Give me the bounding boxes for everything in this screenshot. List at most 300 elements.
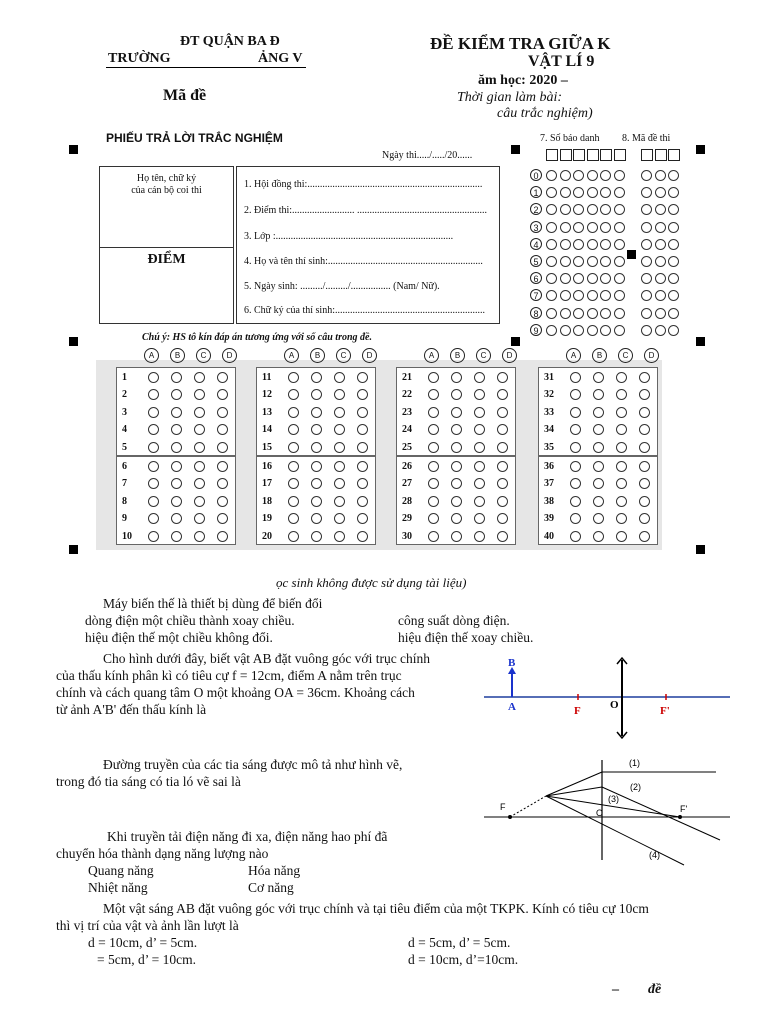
answer-bubble[interactable] bbox=[497, 496, 508, 507]
answer-bubble[interactable] bbox=[593, 372, 604, 383]
question-number: 6 bbox=[122, 461, 127, 472]
candidate-number-bubble[interactable] bbox=[560, 187, 571, 198]
exam-code-bubble[interactable] bbox=[641, 256, 652, 267]
answer-bubble[interactable] bbox=[217, 531, 228, 542]
candidate-number-bubble[interactable] bbox=[546, 290, 557, 301]
candidate-number-bubble[interactable] bbox=[600, 222, 611, 233]
answer-bubble[interactable] bbox=[311, 461, 322, 472]
answer-bubble[interactable] bbox=[334, 407, 345, 418]
school-suffix: ẢNG V bbox=[258, 51, 303, 66]
answer-row bbox=[396, 510, 520, 527]
candidate-number-bubble[interactable] bbox=[573, 239, 584, 250]
answer-bubble[interactable] bbox=[217, 478, 228, 489]
answer-bubble[interactable] bbox=[428, 531, 439, 542]
exam-code-bubble[interactable] bbox=[641, 273, 652, 284]
answer-bubble[interactable] bbox=[616, 407, 627, 418]
answer-bubble[interactable] bbox=[311, 389, 322, 400]
answer-bubble[interactable] bbox=[171, 442, 182, 453]
answer-bubble[interactable] bbox=[334, 389, 345, 400]
answer-bubble[interactable] bbox=[593, 513, 604, 524]
answer-bubble[interactable] bbox=[171, 389, 182, 400]
answer-bubble[interactable] bbox=[428, 407, 439, 418]
answer-bubble[interactable] bbox=[451, 424, 462, 435]
answer-bubble[interactable] bbox=[497, 372, 508, 383]
answer-bubble[interactable] bbox=[148, 478, 159, 489]
answer-bubble[interactable] bbox=[639, 372, 650, 383]
candidate-number-box[interactable] bbox=[546, 149, 558, 161]
candidate-number-bubble[interactable] bbox=[560, 290, 571, 301]
answer-bubble[interactable] bbox=[194, 442, 205, 453]
answer-bubble[interactable] bbox=[311, 531, 322, 542]
exam-code-bubble[interactable] bbox=[668, 308, 679, 319]
candidate-number-bubble[interactable] bbox=[587, 256, 598, 267]
answer-bubble[interactable] bbox=[428, 442, 439, 453]
answer-bubble[interactable] bbox=[474, 496, 485, 507]
exam-code-bubble[interactable] bbox=[655, 187, 666, 198]
answer-bubble[interactable] bbox=[217, 513, 228, 524]
answer-bubble[interactable] bbox=[570, 478, 581, 489]
answer-bubble[interactable] bbox=[194, 372, 205, 383]
exam-code-bubble[interactable] bbox=[668, 256, 679, 267]
answer-bubble[interactable] bbox=[451, 372, 462, 383]
answer-bubble[interactable] bbox=[288, 461, 299, 472]
exam-code-bubble[interactable] bbox=[641, 187, 652, 198]
answer-bubble[interactable] bbox=[474, 531, 485, 542]
answer-bubble[interactable] bbox=[194, 478, 205, 489]
school-year: ăm học: 2020 – bbox=[478, 73, 568, 88]
answer-bubble[interactable] bbox=[171, 407, 182, 418]
q4-option-a: Quang năng bbox=[88, 863, 154, 878]
answer-bubble[interactable] bbox=[616, 389, 627, 400]
candidate-number-box[interactable] bbox=[573, 149, 585, 161]
option-header-row bbox=[424, 348, 528, 363]
answer-bubble[interactable] bbox=[474, 424, 485, 435]
answer-bubble[interactable] bbox=[148, 442, 159, 453]
digit-label: 0 bbox=[530, 169, 542, 181]
candidate-number-bubble[interactable] bbox=[560, 256, 571, 267]
candidate-number-bubble[interactable] bbox=[614, 308, 625, 319]
question-number: 11 bbox=[262, 372, 272, 383]
candidate-number-bubble[interactable] bbox=[614, 239, 625, 250]
candidate-number-bubble[interactable] bbox=[600, 325, 611, 336]
candidate-number-bubble[interactable] bbox=[614, 273, 625, 284]
answer-bubble[interactable] bbox=[288, 531, 299, 542]
candidate-number-bubble[interactable] bbox=[614, 187, 625, 198]
answer-bubble[interactable] bbox=[474, 442, 485, 453]
answer-bubble[interactable] bbox=[428, 461, 439, 472]
answer-bubble[interactable] bbox=[357, 407, 368, 418]
answer-bubble[interactable] bbox=[428, 389, 439, 400]
answer-bubble[interactable] bbox=[171, 513, 182, 524]
answer-bubble[interactable] bbox=[616, 478, 627, 489]
answer-bubble[interactable] bbox=[334, 442, 345, 453]
exam-code-bubble[interactable] bbox=[641, 239, 652, 250]
answer-bubble[interactable] bbox=[474, 478, 485, 489]
digit-label: 9 bbox=[530, 324, 542, 336]
candidate-number-bubble[interactable] bbox=[546, 256, 557, 267]
answer-bubble[interactable] bbox=[497, 424, 508, 435]
answer-bubble[interactable] bbox=[311, 496, 322, 507]
question-number: 3 bbox=[122, 406, 127, 418]
exam-code-bubble[interactable] bbox=[641, 170, 652, 181]
answer-bubble[interactable] bbox=[311, 513, 322, 524]
answer-bubble[interactable] bbox=[334, 461, 345, 472]
answer-bubble[interactable] bbox=[194, 496, 205, 507]
answer-bubble[interactable] bbox=[593, 496, 604, 507]
exam-code-bubble[interactable] bbox=[668, 239, 679, 250]
answer-row bbox=[116, 386, 240, 403]
candidate-number-box[interactable] bbox=[560, 149, 572, 161]
answer-bubble[interactable] bbox=[639, 389, 650, 400]
corner-marker bbox=[69, 145, 78, 154]
answer-bubble[interactable] bbox=[217, 442, 228, 453]
answer-bubble[interactable] bbox=[451, 478, 462, 489]
digit-label: 5 bbox=[530, 255, 542, 267]
answer-bubble[interactable] bbox=[334, 496, 345, 507]
answer-bubble[interactable] bbox=[593, 442, 604, 453]
answer-bubble[interactable] bbox=[639, 531, 650, 542]
answer-bubble[interactable] bbox=[194, 424, 205, 435]
exam-code-bubble[interactable] bbox=[668, 204, 679, 215]
answer-bubble[interactable] bbox=[451, 389, 462, 400]
exam-code-bubble[interactable] bbox=[655, 239, 666, 250]
candidate-number-bubble[interactable] bbox=[614, 204, 625, 215]
candidate-number-bubble[interactable] bbox=[560, 273, 571, 284]
answer-bubble[interactable] bbox=[288, 478, 299, 489]
answer-bubble[interactable] bbox=[194, 461, 205, 472]
candidate-number-bubble[interactable] bbox=[560, 170, 571, 181]
exam-code-bubble[interactable] bbox=[641, 308, 652, 319]
answer-bubble[interactable] bbox=[217, 461, 228, 472]
answer-bubble[interactable] bbox=[288, 424, 299, 435]
answer-row bbox=[116, 528, 240, 545]
answer-bubble[interactable] bbox=[217, 372, 228, 383]
candidate-number-bubble[interactable] bbox=[600, 256, 611, 267]
answer-bubble[interactable] bbox=[288, 389, 299, 400]
answer-bubble[interactable] bbox=[474, 461, 485, 472]
answer-bubble[interactable] bbox=[194, 531, 205, 542]
answer-bubble[interactable] bbox=[616, 424, 627, 435]
option-header: B bbox=[310, 348, 325, 363]
candidate-number-bubble[interactable] bbox=[573, 308, 584, 319]
answer-bubble[interactable] bbox=[311, 372, 322, 383]
candidate-number-bubble[interactable] bbox=[560, 325, 571, 336]
answer-bubble[interactable] bbox=[593, 478, 604, 489]
answer-bubble[interactable] bbox=[171, 531, 182, 542]
candidate-number-bubble[interactable] bbox=[573, 273, 584, 284]
answer-bubble[interactable] bbox=[311, 478, 322, 489]
answer-bubble[interactable] bbox=[497, 531, 508, 542]
answer-bubble[interactable] bbox=[474, 372, 485, 383]
candidate-number-bubble[interactable] bbox=[573, 170, 584, 181]
question-number: 8 bbox=[122, 495, 127, 507]
candidate-number-bubble[interactable] bbox=[600, 187, 611, 198]
exam-code-bubble[interactable] bbox=[655, 222, 666, 233]
question-number: 18 bbox=[262, 495, 272, 507]
answer-bubble[interactable] bbox=[616, 513, 627, 524]
answer-bubble[interactable] bbox=[148, 424, 159, 435]
candidate-number-bubble[interactable] bbox=[587, 325, 598, 336]
exam-code-box[interactable] bbox=[655, 149, 667, 161]
answer-bubble[interactable] bbox=[616, 442, 627, 453]
answer-bubble[interactable] bbox=[639, 496, 650, 507]
answer-bubble[interactable] bbox=[148, 513, 159, 524]
candidate-number-bubble[interactable] bbox=[587, 204, 598, 215]
answer-bubble[interactable] bbox=[451, 442, 462, 453]
candidate-number-bubble[interactable] bbox=[573, 256, 584, 267]
candidate-number-bubble[interactable] bbox=[546, 273, 557, 284]
answer-bubble[interactable] bbox=[593, 531, 604, 542]
option-header-row bbox=[566, 348, 670, 363]
candidate-number-bubble[interactable] bbox=[546, 325, 557, 336]
candidate-number-bubble[interactable] bbox=[546, 222, 557, 233]
field-class[interactable]: 3. Lớp :....................................................................... bbox=[244, 231, 454, 242]
answer-bubble[interactable] bbox=[357, 478, 368, 489]
answer-bubble[interactable] bbox=[497, 407, 508, 418]
answer-bubble[interactable] bbox=[148, 461, 159, 472]
exam-code-bubble[interactable] bbox=[655, 204, 666, 215]
answer-bubble[interactable] bbox=[474, 389, 485, 400]
answer-bubble[interactable] bbox=[451, 461, 462, 472]
candidate-number-bubble[interactable] bbox=[587, 290, 598, 301]
candidate-number-bubble[interactable] bbox=[560, 222, 571, 233]
candidate-number-bubble[interactable] bbox=[587, 308, 598, 319]
q2-line3: chính và cách quang tâm O một khoảng OA = 36cm. Khoảng cách bbox=[56, 685, 415, 700]
answer-bubble[interactable] bbox=[616, 496, 627, 507]
answer-bubble[interactable] bbox=[570, 442, 581, 453]
question-number: 13 bbox=[262, 406, 272, 418]
candidate-number-bubble[interactable] bbox=[587, 222, 598, 233]
answer-bubble[interactable] bbox=[497, 461, 508, 472]
exam-code-bubble[interactable] bbox=[655, 256, 666, 267]
answer-bubble[interactable] bbox=[357, 531, 368, 542]
answer-bubble[interactable] bbox=[334, 513, 345, 524]
exam-code-bubble[interactable] bbox=[668, 273, 679, 284]
answer-bubble[interactable] bbox=[288, 513, 299, 524]
answer-bubble[interactable] bbox=[171, 496, 182, 507]
answer-bubble[interactable] bbox=[570, 496, 581, 507]
answer-bubble[interactable] bbox=[497, 478, 508, 489]
candidate-number-bubble[interactable] bbox=[614, 256, 625, 267]
answer-bubble[interactable] bbox=[357, 513, 368, 524]
answer-bubble[interactable] bbox=[171, 461, 182, 472]
option-header: D bbox=[362, 348, 377, 363]
candidate-number-bubble[interactable] bbox=[600, 204, 611, 215]
answer-bubble[interactable] bbox=[428, 424, 439, 435]
q5-line2: thì vị trí của vật và ảnh lần lượt là bbox=[56, 918, 239, 933]
answer-bubble[interactable] bbox=[451, 531, 462, 542]
answer-bubble[interactable] bbox=[428, 478, 439, 489]
field-exam-site[interactable]: 2. Điểm thi:......................... .................................................... bbox=[244, 205, 488, 216]
candidate-number-bubble[interactable] bbox=[546, 239, 557, 250]
candidate-number-bubble[interactable] bbox=[614, 290, 625, 301]
answer-bubble[interactable] bbox=[451, 407, 462, 418]
answer-bubble[interactable] bbox=[570, 531, 581, 542]
candidate-number-bubble[interactable] bbox=[573, 204, 584, 215]
candidate-number-bubble[interactable] bbox=[546, 187, 557, 198]
answer-bubble[interactable] bbox=[497, 513, 508, 524]
answer-bubble[interactable] bbox=[570, 407, 581, 418]
question-number: 16 bbox=[262, 461, 272, 472]
answer-bubble[interactable] bbox=[334, 478, 345, 489]
answer-bubble[interactable] bbox=[148, 531, 159, 542]
exam-code-box[interactable] bbox=[641, 149, 653, 161]
candidate-number-bubble[interactable] bbox=[573, 222, 584, 233]
answer-bubble[interactable] bbox=[171, 372, 182, 383]
answer-bubble[interactable] bbox=[570, 513, 581, 524]
exam-time: Thời gian làm bài: bbox=[457, 90, 563, 105]
exam-date: Ngày thi...../...../20...... bbox=[382, 150, 473, 161]
exam-code-bubble[interactable] bbox=[641, 222, 652, 233]
exam-code-bubble[interactable] bbox=[668, 325, 679, 336]
exam-code-bubble[interactable] bbox=[655, 170, 666, 181]
answer-bubble[interactable] bbox=[428, 372, 439, 383]
answer-bubble[interactable] bbox=[334, 372, 345, 383]
answer-bubble[interactable] bbox=[288, 372, 299, 383]
answer-bubble[interactable] bbox=[217, 424, 228, 435]
answer-bubble[interactable] bbox=[616, 461, 627, 472]
candidate-number-bubble[interactable] bbox=[587, 170, 598, 181]
candidate-number-bubble[interactable] bbox=[546, 204, 557, 215]
candidate-number-bubble[interactable] bbox=[573, 187, 584, 198]
answer-bubble[interactable] bbox=[570, 372, 581, 383]
candidate-number-box[interactable] bbox=[600, 149, 612, 161]
exam-code-bubble[interactable] bbox=[668, 187, 679, 198]
answer-bubble[interactable] bbox=[311, 424, 322, 435]
answer-bubble[interactable] bbox=[570, 389, 581, 400]
answer-bubble[interactable] bbox=[288, 407, 299, 418]
question-number: 15 bbox=[262, 441, 272, 453]
answer-bubble[interactable] bbox=[639, 513, 650, 524]
candidate-number-bubble[interactable] bbox=[587, 239, 598, 250]
candidate-number-bubble[interactable] bbox=[587, 273, 598, 284]
answer-bubble[interactable] bbox=[194, 407, 205, 418]
answer-bubble[interactable] bbox=[428, 513, 439, 524]
digit-label: 1 bbox=[530, 186, 542, 198]
answer-bubble[interactable] bbox=[497, 442, 508, 453]
answer-bubble[interactable] bbox=[474, 513, 485, 524]
answer-bubble[interactable] bbox=[357, 389, 368, 400]
answer-bubble[interactable] bbox=[194, 389, 205, 400]
candidate-number-bubble[interactable] bbox=[560, 204, 571, 215]
exam-code-bubble[interactable] bbox=[655, 325, 666, 336]
answer-bubble[interactable] bbox=[194, 513, 205, 524]
candidate-number-bubble[interactable] bbox=[614, 222, 625, 233]
candidate-number-bubble[interactable] bbox=[600, 290, 611, 301]
answer-bubble[interactable] bbox=[334, 424, 345, 435]
exam-code-bubble[interactable] bbox=[641, 290, 652, 301]
candidate-number-bubble[interactable] bbox=[560, 239, 571, 250]
digit-label: 3 bbox=[530, 221, 542, 233]
answer-bubble[interactable] bbox=[357, 496, 368, 507]
exam-code-bubble[interactable] bbox=[655, 308, 666, 319]
answer-bubble[interactable] bbox=[217, 389, 228, 400]
answer-bubble[interactable] bbox=[639, 442, 650, 453]
candidate-number-bubble[interactable] bbox=[600, 239, 611, 250]
answer-bubble[interactable] bbox=[311, 407, 322, 418]
digit-label: 8 bbox=[530, 307, 542, 319]
candidate-number-box[interactable] bbox=[614, 149, 626, 161]
answer-bubble[interactable] bbox=[616, 531, 627, 542]
answer-bubble[interactable] bbox=[148, 389, 159, 400]
answer-bubble[interactable] bbox=[334, 531, 345, 542]
answer-bubble[interactable] bbox=[616, 372, 627, 383]
exam-code-bubble[interactable] bbox=[655, 273, 666, 284]
exam-code-bubble[interactable] bbox=[668, 290, 679, 301]
answer-bubble[interactable] bbox=[497, 389, 508, 400]
answer-bubble[interactable] bbox=[451, 513, 462, 524]
candidate-number-bubble[interactable] bbox=[600, 273, 611, 284]
answer-bubble[interactable] bbox=[217, 496, 228, 507]
answer-bubble[interactable] bbox=[451, 496, 462, 507]
answer-bubble[interactable] bbox=[593, 461, 604, 472]
answer-bubble[interactable] bbox=[639, 461, 650, 472]
candidate-number-bubble[interactable] bbox=[546, 170, 557, 181]
field-candidate-name[interactable]: 4. Họ và tên thí sinh:.............................................................. bbox=[244, 256, 483, 267]
exam-code-bubble[interactable] bbox=[641, 204, 652, 215]
candidate-number-bubble[interactable] bbox=[573, 290, 584, 301]
answer-bubble[interactable] bbox=[288, 442, 299, 453]
exam-code-bubble[interactable] bbox=[655, 290, 666, 301]
candidate-number-bubble[interactable] bbox=[560, 308, 571, 319]
answer-bubble[interactable] bbox=[288, 496, 299, 507]
exam-code-box[interactable] bbox=[668, 149, 680, 161]
candidate-number-bubble[interactable] bbox=[600, 170, 611, 181]
field-birth-date[interactable]: 5. Ngày sinh: ........./........./................ (Nam/ Nữ). bbox=[244, 281, 440, 292]
answer-bubble[interactable] bbox=[357, 372, 368, 383]
answer-bubble[interactable] bbox=[357, 461, 368, 472]
exam-code-bubble[interactable] bbox=[668, 222, 679, 233]
field-candidate-signature[interactable]: 6. Chữ ký của thí sinh:............................................................ bbox=[244, 305, 485, 316]
question-number: 12 bbox=[262, 389, 272, 401]
answer-bubble[interactable] bbox=[311, 442, 322, 453]
field-exam-council[interactable]: 1. Hội đồng thi:...................................................................... bbox=[244, 179, 483, 190]
candidate-number-bubble[interactable] bbox=[614, 325, 625, 336]
answer-bubble[interactable] bbox=[171, 424, 182, 435]
candidate-number-bubble[interactable] bbox=[546, 308, 557, 319]
candidate-number-bubble[interactable] bbox=[600, 308, 611, 319]
answer-bubble[interactable] bbox=[357, 442, 368, 453]
answer-bubble[interactable] bbox=[357, 424, 368, 435]
answer-row bbox=[256, 386, 380, 403]
candidate-number-bubble[interactable] bbox=[614, 170, 625, 181]
q5-option-d: d = 10cm, d’=10cm. bbox=[408, 952, 519, 967]
answer-bubble[interactable] bbox=[148, 407, 159, 418]
answer-bubble[interactable] bbox=[570, 424, 581, 435]
candidate-number-box[interactable] bbox=[587, 149, 599, 161]
ray-1-in bbox=[546, 772, 602, 796]
exam-code-bubble[interactable] bbox=[668, 170, 679, 181]
answer-bubble[interactable] bbox=[474, 407, 485, 418]
answer-bubble[interactable] bbox=[639, 478, 650, 489]
answer-bubble[interactable] bbox=[171, 478, 182, 489]
answer-bubble[interactable] bbox=[593, 424, 604, 435]
exam-code-bubble[interactable] bbox=[641, 325, 652, 336]
candidate-number-bubble[interactable] bbox=[573, 325, 584, 336]
question-number: 29 bbox=[402, 513, 412, 525]
answer-bubble[interactable] bbox=[217, 407, 228, 418]
answer-bubble[interactable] bbox=[639, 424, 650, 435]
answer-bubble[interactable] bbox=[148, 496, 159, 507]
answer-bubble[interactable] bbox=[148, 372, 159, 383]
answer-bubble[interactable] bbox=[639, 407, 650, 418]
answer-bubble[interactable] bbox=[593, 407, 604, 418]
answer-bubble[interactable] bbox=[428, 496, 439, 507]
answer-bubble[interactable] bbox=[593, 389, 604, 400]
answer-row bbox=[396, 386, 520, 403]
answer-bubble[interactable] bbox=[570, 461, 581, 472]
candidate-number-bubble[interactable] bbox=[587, 187, 598, 198]
